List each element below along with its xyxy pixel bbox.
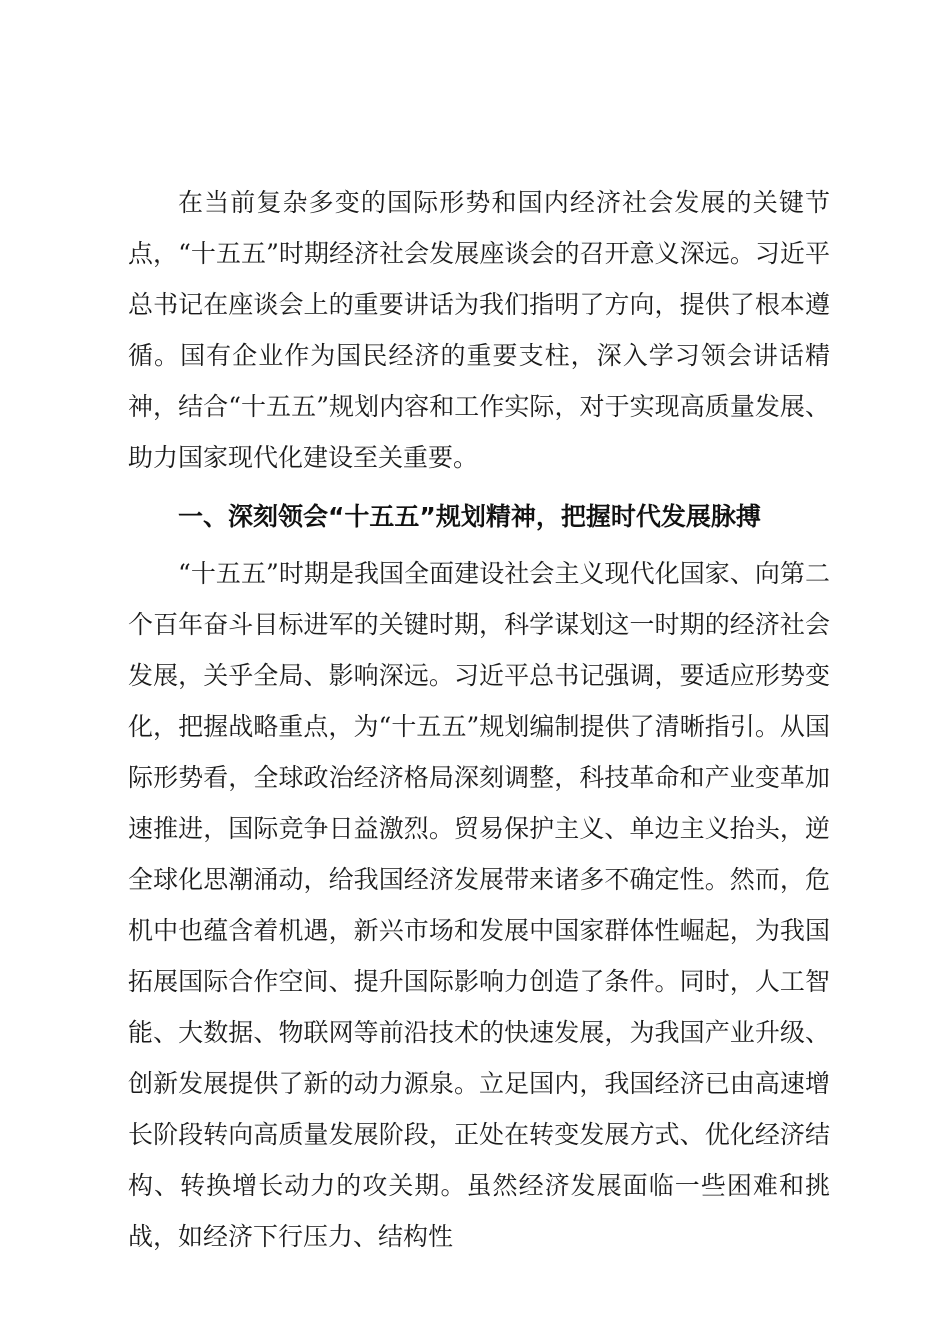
body-paragraph: “十五五”时期是我国全面建设社会主义现代化国家、向第二个百年奋斗目标进军的关键时期，科学谋划这一时期的经济社会发展，关乎全局、影响深远。习近平总书记强调，要适应形势变化，把握战略重点，为“十五五”规划编制提供了清晰指引。从国际形势看，全球政治经济格局深刻调整，科技革命和产业变革加速推进，国际竞争日益激烈。贸易保护主义、单边主义抬头，逆全球化思潮涌动，给我国经济发展带来诸多不确定性。然而，危机中也蕴含着机遇，新兴市场和发展中国家群体性崛起，为我国拓展国际合作空间、提升国际影响力创造了条件。同时，人工智能、大数据、物联网等前沿技术的快速发展，为我国产业升级、创新发展提供了新的动力源泉。立足国内，我国经济已由高速增长阶段转向高质量发展阶段，正处在转变发展方式、优化经济结构、转换增长动力的攻关期。虽然经济发展面临一些困难和挑战，如经济下行压力、结构性 (128, 559, 830, 1251)
intro-paragraph: 在当前复杂多变的国际形势和国内经济社会发展的关键节点，“十五五”时期经济社会发展座谈会的召开意义深远。习近平总书记在座谈会上的重要讲话为我们指明了方向，提供了根本遵循。国有企业作为国民经济的重要支柱，深入学习领会讲话精神，结合“十五五”规划内容和工作实际，对于实现高质量发展、助力国家现代化建设至关重要。 (128, 188, 830, 472)
section-heading: 一、深刻领会“十五五”规划精神，把握时代发展脉搏 (178, 502, 761, 531)
document-body (128, 177, 830, 1262)
